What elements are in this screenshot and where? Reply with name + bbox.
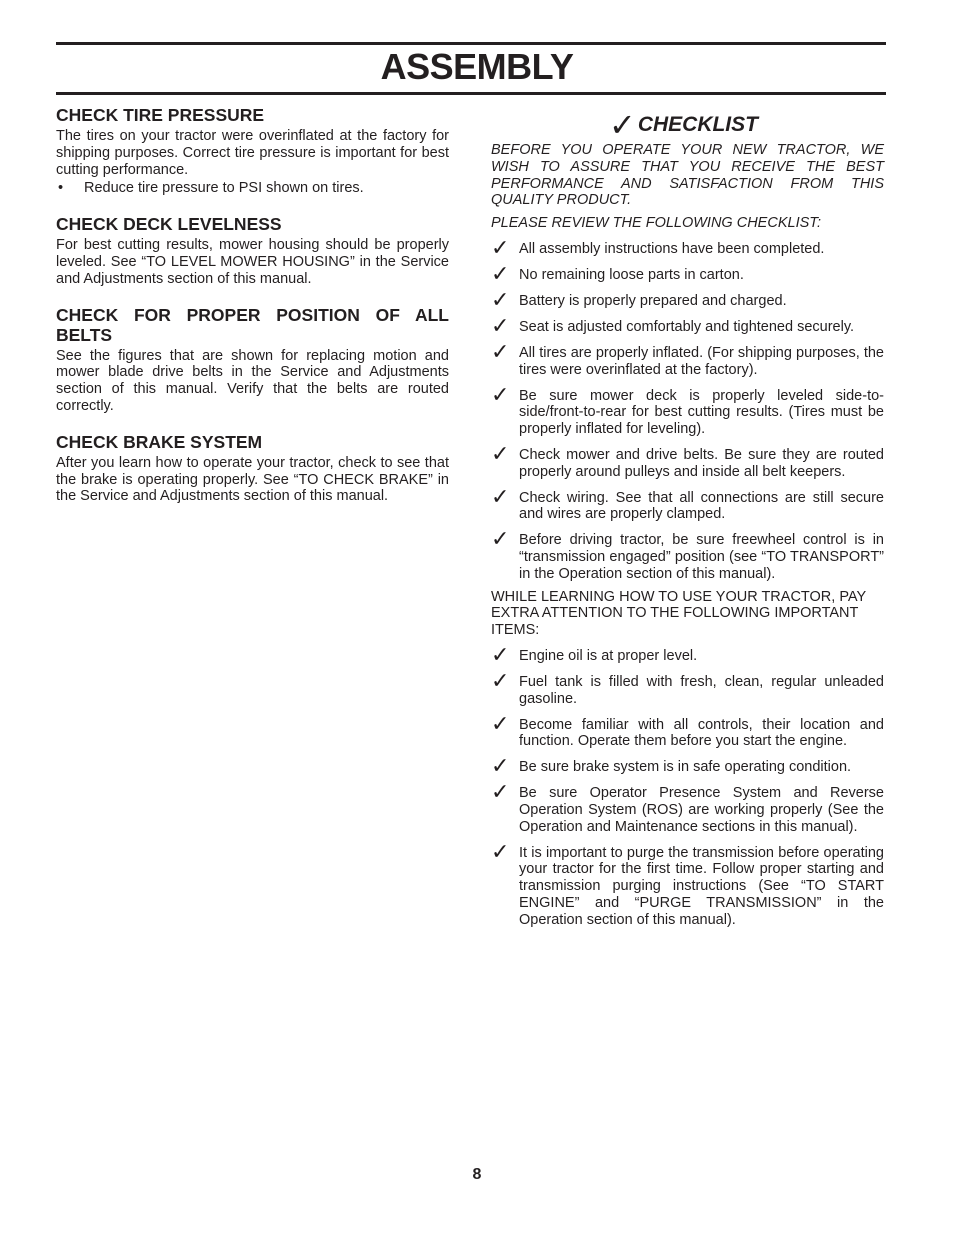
check-icon: ✓ <box>491 234 510 260</box>
check-icon: ✓ <box>491 312 510 338</box>
check-icon: ✓ <box>491 338 510 364</box>
bullet-icon: • <box>58 180 64 197</box>
checklist-intro: BEFORE YOU OPERATE YOUR NEW TRACTOR, WE WISH TO ASSURE THAT YOU RECEIVE THE BEST PERFORMANCE AND SATISFACTION FROM THIS QUALITY PRODUCT. <box>491 142 884 209</box>
checklist-item-text: Be sure mower deck is properly leveled side-to-side/front-to-rear for best cutting results. (Tires must be properly inflated for leveling). <box>519 387 884 438</box>
checklist-item <box>491 483 884 524</box>
checklist-review: PLEASE REVIEW THE FOLLOWING CHECKLIST: <box>491 215 822 232</box>
checklist-item <box>491 234 884 260</box>
check-icon: ✓ <box>491 838 510 864</box>
page-title: ASSEMBLY <box>380 46 574 87</box>
check-icon: ✓ <box>491 753 510 779</box>
checklist-item-text: Engine oil is at proper level. <box>519 647 698 664</box>
checklist-item-text: Be sure brake system is in safe operating condition. <box>519 759 852 776</box>
checklist-item <box>491 526 884 582</box>
checklist-item-text: All tires are properly inflated. (For shipping purposes, the tires were overinflated at the factory). <box>519 344 884 378</box>
checklist-item <box>491 710 884 751</box>
check-icon: ✓ <box>491 667 510 693</box>
checklist-item <box>491 381 884 438</box>
section-heading: CHECK FOR PROPER POSITION OF ALL BELTS <box>56 304 449 345</box>
checklist-item-text: Battery is properly prepared and charged. <box>519 292 787 309</box>
checklist-title: CHECKLIST <box>637 113 758 136</box>
checklist-item <box>491 667 884 708</box>
checklist-column <box>491 108 884 929</box>
left-column <box>56 105 449 522</box>
important-items <box>491 641 884 929</box>
checklist-item-text: Check wiring. See that all connections are still secure and wires are properly clamped. <box>519 489 884 523</box>
section-heading: CHECK TIRE PRESSURE <box>56 105 265 125</box>
checklist-item-text: Seat is adjusted comfortably and tightened securely. <box>519 318 855 335</box>
check-icon: ✓ <box>491 381 510 407</box>
checklist-item <box>491 286 884 312</box>
section-tire-pressure <box>56 105 449 197</box>
checklist-item <box>491 312 884 338</box>
check-icon: ✓ <box>491 260 510 286</box>
checklist-item <box>491 440 884 481</box>
section-heading: CHECK BRAKE SYSTEM <box>56 431 263 452</box>
check-icon: ✓ <box>491 286 510 312</box>
page-number: 8 <box>472 1166 482 1183</box>
checklist-item-text: Become familiar with all controls, their location and function. Operate them before you start the engine. <box>519 716 884 750</box>
section-text: See the figures that are shown for replacing motion and mower blade drive belts in the Service and Adjustments section of this manual. Verify that the belts are routed correctly. <box>56 347 449 414</box>
header-rule-bottom <box>56 92 886 95</box>
checklist-heading <box>609 108 884 142</box>
check-icon: ✓ <box>491 641 510 667</box>
section-brake-system <box>56 432 449 505</box>
checklist-item-text: All assembly instructions have been completed. <box>519 240 825 257</box>
check-icon: ✓ <box>609 107 636 143</box>
section-deck-levelness <box>56 214 449 287</box>
checklist-item <box>491 641 884 667</box>
checklist-item <box>491 338 884 379</box>
check-icon: ✓ <box>491 483 510 509</box>
checklist-item-text: Fuel tank is filled with fresh, clean, regular unleaded gasoline. <box>519 673 884 707</box>
bullet-item <box>56 180 449 197</box>
while-learning-text: WHILE LEARNING HOW TO USE YOUR TRACTOR, PAY EXTRA ATTENTION TO THE FOLLOWING IMPORTANT ITEMS: <box>491 588 866 639</box>
checklist-item <box>491 260 884 286</box>
checklist-item <box>491 838 884 929</box>
checklist-item <box>491 753 884 779</box>
checklist-item-text: It is important to purge the transmission before operating your tractor for the first time. Follow proper starting and transmission purging instructions (See “TO START ENGINE” and “PURGE TRANSMISSION” in the Operation section of this manual). <box>519 844 884 928</box>
section-text: After you learn how to operate your tractor, check to see that the brake is operating properly. See “TO CHECK BRAKE” in the Service and Adjustments section of this manual. <box>56 454 449 505</box>
section-heading: CHECK DECK LEVELNESS <box>56 214 282 235</box>
check-icon: ✓ <box>491 710 510 736</box>
check-icon: ✓ <box>491 779 510 805</box>
check-icon: ✓ <box>491 526 510 552</box>
checklist-item <box>491 779 884 835</box>
checklist-item-text: Before driving tractor, be sure freewheel control is in “transmission engaged” position (see “TO TRANSPORT” in the Operation section of this manual). <box>519 532 884 582</box>
section-text: For best cutting results, mower housing should be properly leveled. See “TO LEVEL MOWER HOUSING” in the Service and Adjustments section of this manual. <box>56 237 449 287</box>
checklist-items <box>491 234 884 583</box>
checklist-item-text: No remaining loose parts in carton. <box>519 266 744 283</box>
bullet-text: Reduce tire pressure to PSI shown on tires. <box>84 180 364 197</box>
section-text: The tires on your tractor were overinflated at the factory for shipping purposes. Correct tire pressure is important for best cutting performance. <box>56 128 449 178</box>
checklist-item-text: Check mower and drive belts. Be sure they are routed properly around pulleys and inside all belt keepers. <box>519 446 884 480</box>
checklist-item-text: Be sure Operator Presence System and Reverse Operation System (ROS) are working properly (See the Operation and Maintenance sections in this manual). <box>519 785 884 835</box>
check-icon: ✓ <box>491 440 510 466</box>
section-belts <box>56 305 449 415</box>
